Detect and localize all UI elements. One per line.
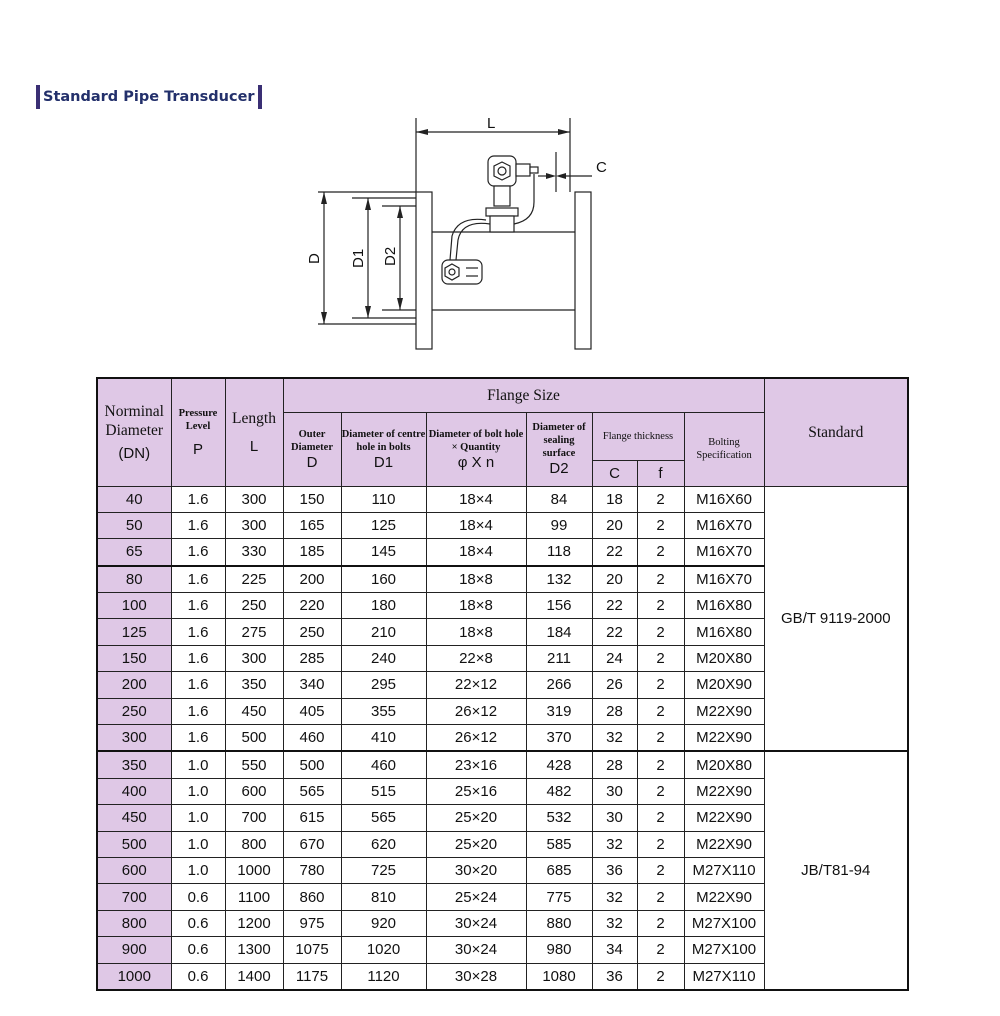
header-f: f	[637, 460, 684, 486]
cell: 32	[592, 910, 637, 936]
cell: 250	[225, 593, 283, 619]
cell: 880	[526, 910, 592, 936]
header-standard: Standard	[764, 378, 908, 486]
cell: 20	[592, 512, 637, 538]
cell: M20X90	[684, 672, 764, 698]
cell: 2	[637, 963, 684, 990]
cell: 800	[97, 910, 171, 936]
cell: 22	[592, 539, 637, 566]
cell: 2	[637, 778, 684, 804]
cell: 428	[526, 751, 592, 778]
cell: 860	[283, 884, 341, 910]
cell: 18×8	[426, 619, 526, 645]
cell: 1.6	[171, 566, 225, 593]
cell: 2	[637, 619, 684, 645]
header-pressure-symbol: P	[192, 440, 203, 458]
cell: 156	[526, 593, 592, 619]
cell: 110	[341, 486, 426, 512]
cell: 25×24	[426, 884, 526, 910]
cell: 2	[637, 937, 684, 963]
header-length-symbol: L	[249, 438, 259, 456]
cell: 2	[637, 593, 684, 619]
cell: 1.6	[171, 725, 225, 752]
header-outer-diameter	[283, 412, 341, 486]
cell: 22	[592, 619, 637, 645]
cell: 900	[97, 937, 171, 963]
cell: 185	[283, 539, 341, 566]
cell: 125	[97, 619, 171, 645]
cell: 700	[97, 884, 171, 910]
cell: 450	[97, 805, 171, 831]
cell: M20X80	[684, 751, 764, 778]
cell: 65	[97, 539, 171, 566]
cell: 620	[341, 831, 426, 857]
right-flange	[575, 192, 591, 349]
cell: 1120	[341, 963, 426, 990]
cell: M22X90	[684, 884, 764, 910]
cell: 1000	[225, 857, 283, 883]
cell: 22×12	[426, 672, 526, 698]
cell: 266	[526, 672, 592, 698]
cell: 250	[283, 619, 341, 645]
standard-cell: JB/T81-94	[764, 751, 908, 990]
cell: 160	[341, 566, 426, 593]
cell: 300	[97, 725, 171, 752]
cell: 1.0	[171, 831, 225, 857]
cell: 810	[341, 884, 426, 910]
header-pressure-label: Pressure Level	[178, 407, 218, 432]
cell: 40	[97, 486, 171, 512]
cell: 20	[592, 566, 637, 593]
cell: 1000	[97, 963, 171, 990]
cell: 565	[341, 805, 426, 831]
cell: 250	[97, 698, 171, 724]
cell: 1.6	[171, 672, 225, 698]
cell: 0.6	[171, 963, 225, 990]
cell: M22X90	[684, 698, 764, 724]
cell: M27X100	[684, 937, 764, 963]
header-length	[225, 378, 283, 486]
cell: 1080	[526, 963, 592, 990]
cell: 32	[592, 831, 637, 857]
cell: 600	[225, 778, 283, 804]
cell: 132	[526, 566, 592, 593]
cell: 600	[97, 857, 171, 883]
cell: 450	[225, 698, 283, 724]
cell: 0.6	[171, 910, 225, 936]
cell: 25×16	[426, 778, 526, 804]
cell: 370	[526, 725, 592, 752]
cell: 1.0	[171, 805, 225, 831]
header-bolt-symbol: φ X n	[457, 453, 495, 471]
cell: 200	[283, 566, 341, 593]
label-L: L	[487, 115, 496, 132]
cell: 340	[283, 672, 341, 698]
cell: 118	[526, 539, 592, 566]
cell: 300	[225, 645, 283, 671]
cell: 1.0	[171, 778, 225, 804]
cell: 99	[526, 512, 592, 538]
label-D: D	[306, 253, 323, 264]
cell: 2	[637, 805, 684, 831]
header-sealing-label: Diameter of sealing surface	[532, 422, 586, 459]
cell: 350	[97, 751, 171, 778]
cell: 1075	[283, 937, 341, 963]
cell: 100	[97, 593, 171, 619]
table-row	[97, 486, 908, 512]
title-text: Standard Pipe Transducer	[43, 89, 255, 105]
header-bolting: Bolting Specification	[684, 412, 764, 486]
cell: 2	[637, 698, 684, 724]
cell: 410	[341, 725, 426, 752]
left-flange	[416, 192, 432, 349]
cell: 585	[526, 831, 592, 857]
cell: 775	[526, 884, 592, 910]
cell: 2	[637, 486, 684, 512]
cell: 1020	[341, 937, 426, 963]
cell: 2	[637, 645, 684, 671]
cell: M20X80	[684, 645, 764, 671]
cell: 1.6	[171, 619, 225, 645]
cell: M22X90	[684, 725, 764, 752]
cell: 285	[283, 645, 341, 671]
cell: 300	[225, 486, 283, 512]
cell: 30×24	[426, 910, 526, 936]
header-sealing-surface	[526, 412, 592, 486]
cell: M16X80	[684, 593, 764, 619]
cell: 1200	[225, 910, 283, 936]
cell: 26×12	[426, 725, 526, 752]
cell: 1.0	[171, 857, 225, 883]
cell: 1.6	[171, 593, 225, 619]
cell: 145	[341, 539, 426, 566]
cell: 725	[341, 857, 426, 883]
cell: 400	[97, 778, 171, 804]
cell: 30×24	[426, 937, 526, 963]
cell: 1175	[283, 963, 341, 990]
header-nominal-diameter	[97, 378, 171, 486]
cell: 2	[637, 751, 684, 778]
cell: 36	[592, 963, 637, 990]
cell: 550	[225, 751, 283, 778]
cell: 26	[592, 672, 637, 698]
cell: 184	[526, 619, 592, 645]
cell: M27X110	[684, 963, 764, 990]
cell: 460	[283, 725, 341, 752]
label-D2: D2	[382, 246, 399, 266]
table-body	[97, 486, 908, 990]
cell: 36	[592, 857, 637, 883]
cell: 2	[637, 725, 684, 752]
cell: 150	[283, 486, 341, 512]
cell: 18×8	[426, 566, 526, 593]
cell: 84	[526, 486, 592, 512]
label-D1: D1	[350, 248, 367, 268]
header-bolt-hole	[426, 412, 526, 486]
cell: 700	[225, 805, 283, 831]
cell: M16X80	[684, 619, 764, 645]
cell: 22	[592, 593, 637, 619]
cell: M27X100	[684, 910, 764, 936]
cell: 800	[225, 831, 283, 857]
cell: 295	[341, 672, 426, 698]
cell: 1.6	[171, 486, 225, 512]
cell: 225	[225, 566, 283, 593]
cell: 1.6	[171, 645, 225, 671]
cell: 460	[341, 751, 426, 778]
cell: 125	[341, 512, 426, 538]
header-nominal-symbol: (DN)	[118, 444, 151, 462]
cell: M22X90	[684, 831, 764, 857]
cell: 25×20	[426, 831, 526, 857]
cell: 0.6	[171, 884, 225, 910]
cell: M16X70	[684, 539, 764, 566]
cell: 319	[526, 698, 592, 724]
cell: M16X70	[684, 512, 764, 538]
cell: 350	[225, 672, 283, 698]
cell: 180	[341, 593, 426, 619]
cell: M16X60	[684, 486, 764, 512]
cell: M22X90	[684, 778, 764, 804]
cell: M22X90	[684, 805, 764, 831]
cell: 330	[225, 539, 283, 566]
header-outer-symbol: D	[306, 453, 318, 471]
cell: 355	[341, 698, 426, 724]
cell: 500	[283, 751, 341, 778]
cell: 2	[637, 566, 684, 593]
cell: 2	[637, 831, 684, 857]
cell: 1400	[225, 963, 283, 990]
cell: 532	[526, 805, 592, 831]
cell: 500	[97, 831, 171, 857]
cell: 2	[637, 672, 684, 698]
cell: 1.6	[171, 539, 225, 566]
cell: 30×20	[426, 857, 526, 883]
header-sealing-symbol: D2	[549, 460, 569, 477]
cell: 2	[637, 884, 684, 910]
cell: 1.6	[171, 698, 225, 724]
cell: 25×20	[426, 805, 526, 831]
cell: 26×12	[426, 698, 526, 724]
cell: 1300	[225, 937, 283, 963]
cell: 18×4	[426, 512, 526, 538]
cell: 200	[97, 672, 171, 698]
cell: 1.0	[171, 751, 225, 778]
header-centre-label: Diameter of centre hole in bolts	[341, 428, 426, 453]
cell: M27X110	[684, 857, 764, 883]
cell: 670	[283, 831, 341, 857]
cell: 1100	[225, 884, 283, 910]
cell: 500	[225, 725, 283, 752]
cell: 18	[592, 486, 637, 512]
cell: 32	[592, 884, 637, 910]
cell: 18×8	[426, 593, 526, 619]
cell: 780	[283, 857, 341, 883]
label-C: C	[596, 159, 607, 176]
header-c: C	[592, 460, 637, 486]
cell: 300	[225, 512, 283, 538]
pipe-transducer-diagram	[290, 112, 630, 357]
standard-cell: GB/T 9119-2000	[764, 486, 908, 751]
cell: 2	[637, 857, 684, 883]
header-flange-thickness: Flange thickness	[592, 412, 684, 460]
cell: 565	[283, 778, 341, 804]
cell: 30×28	[426, 963, 526, 990]
table-row	[97, 751, 908, 778]
cell: 23×16	[426, 751, 526, 778]
cell: 32	[592, 725, 637, 752]
cell: 30	[592, 778, 637, 804]
cell: 165	[283, 512, 341, 538]
header-nominal-label: Norminal Diameter	[104, 402, 164, 439]
cell: 18×4	[426, 486, 526, 512]
title-bar-right	[258, 85, 262, 109]
cell: 50	[97, 512, 171, 538]
cell: 275	[225, 619, 283, 645]
cell: 920	[341, 910, 426, 936]
cell: M16X70	[684, 566, 764, 593]
header-outer-label: Outer Diameter	[291, 428, 333, 453]
cell: 615	[283, 805, 341, 831]
cell: 211	[526, 645, 592, 671]
cell: 2	[637, 910, 684, 936]
cell: 482	[526, 778, 592, 804]
cell: 685	[526, 857, 592, 883]
header-centre-symbol: D1	[373, 453, 394, 471]
cell: 22×8	[426, 645, 526, 671]
cell: 220	[283, 593, 341, 619]
page-title	[36, 84, 262, 110]
cell: 28	[592, 698, 637, 724]
cell: 210	[341, 619, 426, 645]
cell: 18×4	[426, 539, 526, 566]
header-length-label: Length	[232, 410, 276, 428]
header-pressure-level	[171, 378, 225, 486]
cell: 24	[592, 645, 637, 671]
cell: 405	[283, 698, 341, 724]
cell: 34	[592, 937, 637, 963]
cell: 30	[592, 805, 637, 831]
header-centre-hole	[341, 412, 426, 486]
cell: 1.6	[171, 512, 225, 538]
cell: 150	[97, 645, 171, 671]
header-flange-size: Flange Size	[283, 378, 764, 412]
cell: 975	[283, 910, 341, 936]
cell: 980	[526, 937, 592, 963]
flange-spec-table	[96, 377, 909, 991]
cell: 2	[637, 539, 684, 566]
cell: 2	[637, 512, 684, 538]
cell: 0.6	[171, 937, 225, 963]
cell: 515	[341, 778, 426, 804]
cell: 80	[97, 566, 171, 593]
header-bolt-label: Diameter of bolt hole × Quantity	[428, 428, 524, 453]
cell: 28	[592, 751, 637, 778]
cell: 240	[341, 645, 426, 671]
